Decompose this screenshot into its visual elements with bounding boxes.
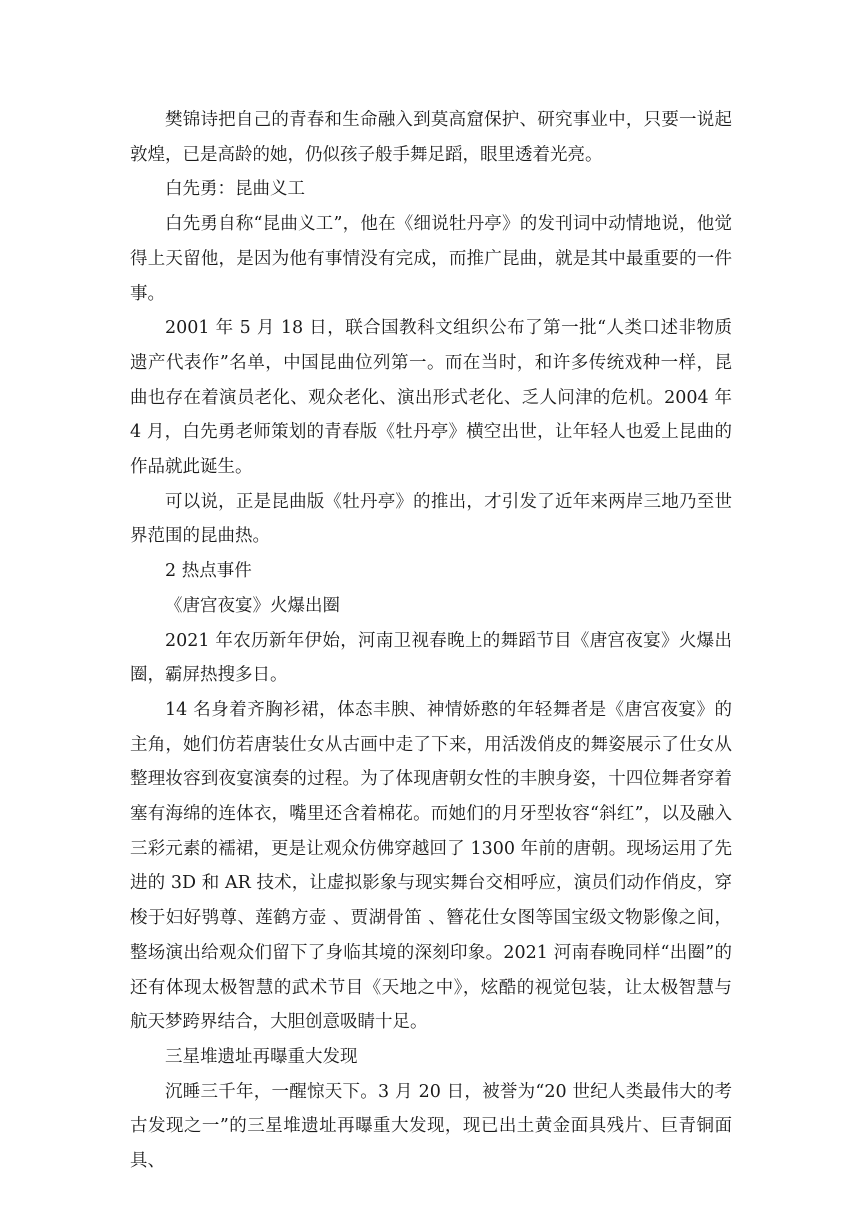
paragraph-henan-gala: 2021 年农历新年伊始，河南卫视春晚上的舞蹈节目《唐宫夜宴》火爆出圈，霸屏热搜多日。 (130, 630, 732, 686)
paragraph-dancers: 14 名身着齐胸衫裙，体态丰腴、神情娇憨的年轻舞者是《唐宫夜宴》的主角，她们仿若唐装仕女从古画中走了下来，用活泼俏皮的舞姿展示了仕女从整理妆容到夜宴演奏的过程。为了体现唐朝女性的丰腴身姿，十四位舞者穿着塞有海绵的连体衣，嘴里还含着棉花。而她们的月牙型妆容“斜红”，以及融入三彩元素的襦裙，更是让观众仿佛穿越回了 1300 年前的唐朝。现场运用了先进的 3D 和 AR 技术，让虚拟影象与现实舞台交相呼应，演员们动作俏皮，穿梭于妇好鸮尊、莲鹤方壶 、贾湖骨笛 、簪花仕女图等国宝级文物影像之间，整场演出给观众们留下了身临其境的深刻印象。2021 河南春晚同样“出圈”的还有体现太极智慧的武术节目《天地之中》，炫酷的视觉包装，让太极智慧与航天梦跨界结合，大胆创意吸睛十足。 (130, 699, 732, 1033)
heading-tang-palace-banquet: 《唐宫夜宴》火爆出圈 (165, 595, 340, 616)
paragraph-unesco-2001: 2001 年 5 月 18 日，联合国教科文组织公布了第一批“人类口述非物质遗产代表作”名单，中国昆曲位列第一。而在当时，和许多传统戏种一样，昆曲也存在着演员老化、观众老化、演出形式老化、乏人问津的危机。2004 年 4 月，白先勇老师策划的青春版《牡丹亭》横空出世，让年轻人也爱上昆曲的作品就此诞生。 (130, 318, 732, 478)
paragraph-kunqu-craze: 可以说，正是昆曲版《牡丹亭》的推出，才引发了近年来两岸三地乃至世界范围的昆曲热。 (130, 491, 732, 547)
section-heading-hot-events: 2 热点事件 (165, 561, 252, 582)
heading-bai-xianyong: 白先勇：昆曲义工 (165, 179, 305, 200)
document-page (130, 103, 732, 1179)
paragraph-kunqu-volunteer: 白先勇自称“昆曲义工”，他在《细说牡丹亭》的发刊词中动情地说，他觉得上天留他，是因为他有事情没有完成，而推广昆曲，就是其中最重要的一件事。 (130, 214, 732, 304)
heading-sanxingdui: 三星堆遗址再曝重大发现 (165, 1046, 358, 1067)
paragraph-sanxingdui-discovery: 沉睡三千年，一醒惊天下。3 月 20 日，被誉为“20 世纪人类最伟大的考古发现之一”的三星堆遗址再曝重大发现，现已出土黄金面具残片、巨青铜面具、 (130, 1081, 732, 1172)
paragraph-fan-jinshi: 樊锦诗把自己的青春和生命融入到莫高窟保护、研究事业中，只要一说起敦煌，已是高龄的她，仍似孩子般手舞足蹈，眼里透着光亮。 (130, 110, 732, 165)
